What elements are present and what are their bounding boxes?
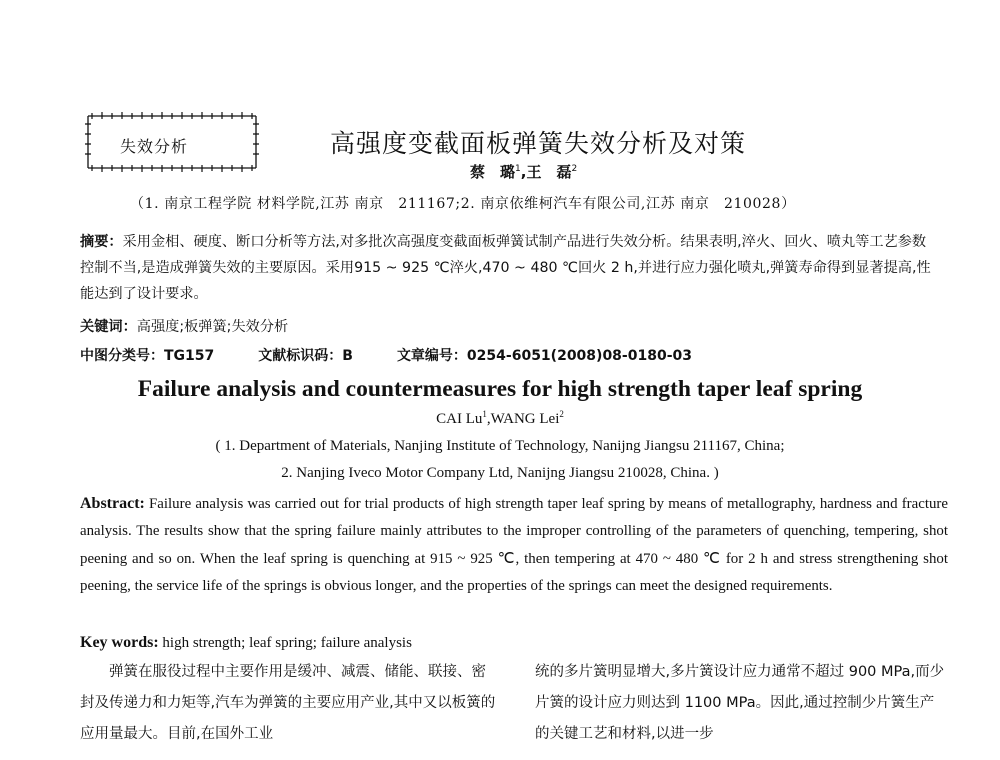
title-chinese: 高强度变截面板弹簧失效分析及对策 <box>330 129 747 158</box>
classification-line <box>80 345 736 365</box>
article-number: 文章编号：0254-6051(2008)08-0180-03 <box>396 348 692 364</box>
abstract-cn-label: 摘要： <box>80 234 123 250</box>
affiliation-chinese: （1. 南京工程学院 材料学院,江苏 南京 211167;2. 南京依维柯汽车有限公司,江苏 南京 210028） <box>130 196 796 212</box>
author-1-cn: 蔡 璐 <box>470 163 516 181</box>
abstract-en-text: Failure analysis was carried out for trial products of high strength taper leaf spring by means of metallography, hardness and fracture analysis. The results show that the spring failure mainly attributes to the improper controlling of the parameters of quenching, tempering, shot peening and so on. When the leaf spring is quenching at 915 ~ 925 ℃, then tempering at 470 ~ 480 ℃ for 2 h and stress strengthening shot peening, the service life of the springs is obvious longer, and the properties of the springs can meet the designed requirements. <box>80 496 948 594</box>
author-1-cn-affil: 1 <box>515 164 521 174</box>
author-separator-en: , <box>486 411 491 427</box>
author-2-en: WANG Lei <box>490 411 560 427</box>
body-column-right <box>535 657 947 750</box>
document-code: 文献标识码：B <box>258 348 353 364</box>
keywords-cn-label: 关键词： <box>80 319 137 335</box>
keywords-en-label: Key words: <box>80 634 159 651</box>
author-1-en-affil: 1 <box>482 409 487 419</box>
affiliation-english-2: 2. Nanjing Iveco Motor Company Ltd, Nanijng Jiangsu 210028, China. ) <box>281 465 719 481</box>
body-paragraph-left: 弹簧在服役过程中主要作用是缓冲、减震、储能、联接、密封及传递力和力矩等,汽车为弹簧的主要应用产业,其中又以板簧的应用量最大。目前,在国外工业 <box>80 664 496 742</box>
author-2-en-affil: 2 <box>559 409 564 419</box>
section-badge <box>84 110 260 174</box>
keywords-chinese <box>80 316 288 336</box>
badge-label: 失效分析 <box>119 137 188 156</box>
author-separator-cn: , <box>520 163 527 181</box>
keywords-english <box>80 634 412 652</box>
affiliation-english-1: ( 1. Department of Materials, Nanjing Institute of Technology, Nanijng Jiangsu 211167, China; <box>215 438 785 454</box>
body-paragraph-right: 统的多片簧明显增大,多片簧设计应力通常不超过 900 MPa,而少片簧的设计应力则达到 1100 MPa。因此,通过控制少片簧生产的关键工艺和材料,以进一步 <box>535 664 945 742</box>
author-2-cn-affil: 2 <box>571 164 578 174</box>
authors-english <box>0 409 1000 428</box>
abstract-cn-text: 采用金相、硬度、断口分析等方法,对多批次高强度变截面板弹簧试制产品进行失效分析。结果表明,淬火、回火、喷丸等工艺参数控制不当,是造成弹簧失效的主要原因。采用915 ~ 925 ℃淬火,470 ~ 480 ℃回火 2 h,并进行应力强化喷丸,弹簧寿命得到显著提高,性能达到了设计要求。 <box>80 234 931 302</box>
author-1-en: CAI Lu <box>436 411 483 427</box>
abstract-english <box>80 490 948 600</box>
authors-chinese <box>470 161 577 182</box>
abstract-chinese <box>80 229 940 307</box>
keywords-cn-text: 高强度;板弹簧;失效分析 <box>136 319 289 335</box>
body-column-left <box>80 657 500 750</box>
clc-number: 中图分类号：TG157 <box>80 348 215 364</box>
author-2-cn: 王 磊 <box>526 163 572 181</box>
title-english: Failure analysis and countermeasures for high strength taper leaf spring <box>137 376 863 402</box>
keywords-en-text: high strength; leaf spring; failure analysis <box>162 635 412 651</box>
abstract-en-label: Abstract: <box>80 495 145 512</box>
